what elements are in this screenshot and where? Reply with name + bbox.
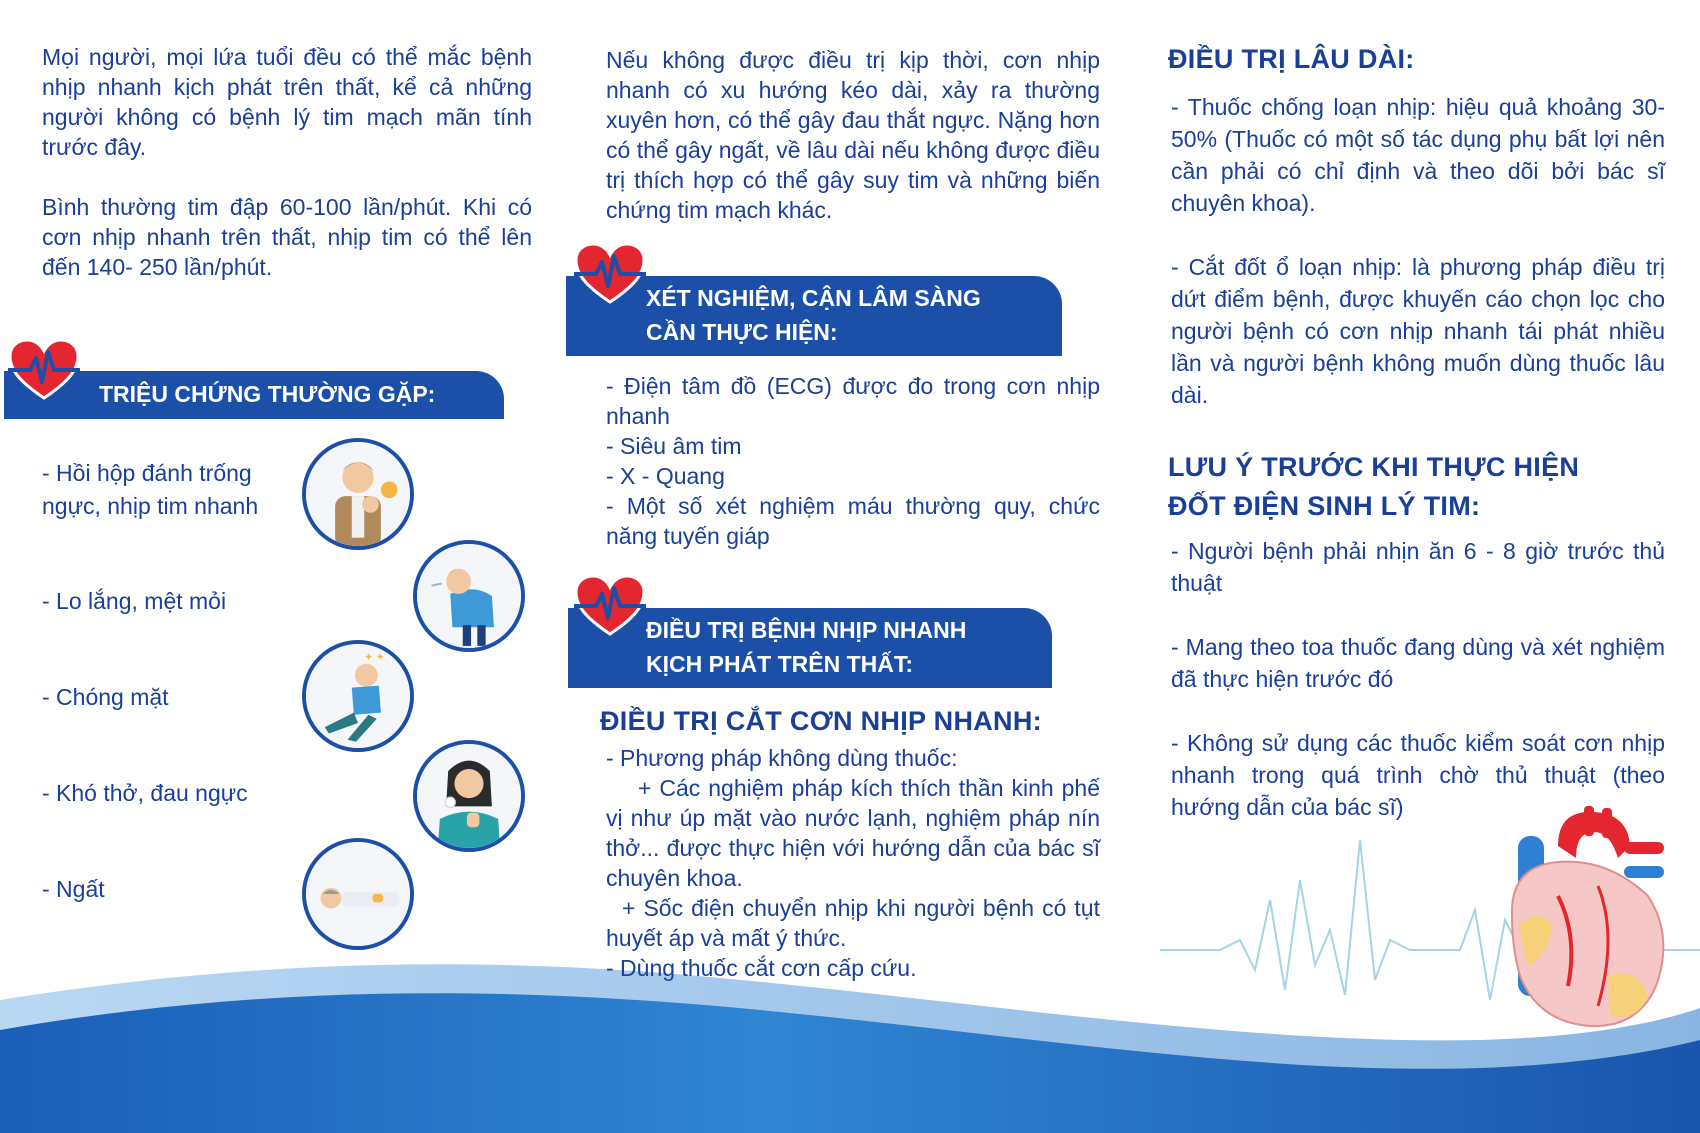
notes-heading-line-2: ĐỐT ĐIỆN SINH LÝ TIM: — [1168, 491, 1481, 521]
acute-item-cardioversion: + Sốc điện chuyển nhịp khi người bệnh có tụt huyết áp và mất ý thức. — [606, 895, 1100, 951]
treatment-heading-line-2: KỊCH PHÁT TRÊN THẤT: — [646, 651, 914, 677]
symptom-item-3: - Chóng mặt — [42, 684, 169, 710]
test-item-ecg: - Điện tâm đồ (ECG) được đo trong cơn nhịp nhanh — [606, 373, 1100, 429]
svg-text:✦ ✦: ✦ ✦ — [364, 652, 385, 664]
dizziness-illustration — [302, 640, 414, 752]
test-item-xray: - X - Quang — [606, 463, 725, 489]
heart-ecg-icon — [572, 242, 648, 306]
longterm-item-ablation: - Cắt đốt ổ loạn nhịp: là phương pháp điều trị dứt điểm bệnh, được khuyến cáo chọn lọc cho người bệnh có cơn nhịp nhanh tái phát nhiều lần và người bệnh không muốn dùng thuốc lâu dài. — [1171, 254, 1665, 408]
tests-heading-line-1: XÉT NGHIỆM, CẬN LÂM SÀNG — [646, 285, 981, 311]
fatigue-illustration — [413, 540, 525, 652]
longterm-list — [1171, 91, 1665, 411]
symptom-item-1-line-2: ngực, nhịp tim nhanh — [42, 493, 259, 519]
intro-block — [42, 42, 532, 282]
symptom-item-1 — [42, 458, 258, 521]
tests-heading-line-2: CẦN THỰC HIỆN: — [646, 319, 838, 345]
intro-paragraph-1: Mọi người, mọi lứa tuổi đều có thể mắc bệnh nhịp nhanh kịch phát trên thất, kể cả những người không có bệnh lý tim mạch mãn tính trước đây. — [42, 44, 532, 160]
test-item-blood: - Một số xét nghiệm máu thường quy, chức năng tuyến giáp — [606, 493, 1100, 549]
acute-item-nondrug: - Phương pháp không dùng thuốc: — [606, 745, 958, 771]
heart-ecg-icon — [6, 338, 82, 402]
test-item-echo: - Siêu âm tim — [606, 433, 742, 459]
anatomical-heart-illustration — [1498, 806, 1674, 1032]
acute-item-vagal: + Các nghiệm pháp kích thích thần kinh phế vị như úp mặt vào nước lạnh, nghiệm pháp nín thở... được thực hiện với hướng dẫn của bác sĩ chuyên khoa. — [606, 775, 1100, 891]
heart-ecg-icon — [572, 574, 648, 638]
acute-treatment-list — [606, 743, 1100, 983]
note-item-prescription: - Mang theo toa thuốc đang dùng và xét nghiệm đã thực hiện trước đó — [1171, 634, 1665, 692]
acute-treatment-heading: ĐIỀU TRỊ CẮT CƠN NHỊP NHANH: — [600, 706, 1042, 736]
tests-list — [606, 371, 1100, 551]
longterm-item-drugs: - Thuốc chống loạn nhịp: hiệu quả khoảng 30-50% (Thuốc có một số tác dụng phụ bất lợi nên cần phải có chỉ định và theo dõi bởi bác sĩ chuyên khoa). — [1171, 94, 1665, 216]
longterm-heading: ĐIỀU TRỊ LÂU DÀI: — [1168, 44, 1415, 74]
notes-list — [1171, 535, 1665, 823]
breathless-illustration — [413, 740, 525, 852]
treatment-heading-line-1: ĐIỀU TRỊ BỆNH NHỊP NHANH — [646, 617, 967, 643]
symptom-item-5: - Ngất — [42, 876, 105, 902]
symptoms-heading: TRIỆU CHỨNG THƯỜNG GẶP: — [99, 381, 436, 407]
symptom-item-1-line-1: - Hồi hộp đánh trống — [42, 460, 252, 486]
acute-item-drugs: - Dùng thuốc cắt cơn cấp cứu. — [606, 955, 917, 981]
complications-block — [606, 45, 1100, 225]
fainting-illustration — [302, 838, 414, 950]
note-item-fasting: - Người bệnh phải nhịn ăn 6 - 8 giờ trước thủ thuật — [1171, 538, 1665, 596]
notes-heading-line-1: LƯU Ý TRƯỚC KHI THỰC HIỆN — [1168, 452, 1580, 482]
intro-paragraph-2: Bình thường tim đập 60-100 lần/phút. Khi có cơn nhịp nhanh trên thất, nhịp tim có thể lên đến 140- 250 lần/phút. — [42, 194, 532, 280]
palpitation-illustration — [302, 438, 414, 550]
symptom-item-4: - Khó thở, đau ngực — [42, 780, 248, 806]
complications-paragraph: Nếu không được điều trị kịp thời, cơn nhịp nhanh có xu hướng kéo dài, xảy ra thường xuyên hơn, có thể gây đau thắt ngực. Nặng hơn có thể gây ngất, về lâu dài nếu không được điều trị thích hợp có thể gây suy tim và những biến chứng tim mạch khác. — [606, 47, 1100, 223]
symptom-item-2: - Lo lắng, mệt mỏi — [42, 588, 227, 614]
note-item-no-drugs: - Không sử dụng các thuốc kiểm soát cơn nhịp nhanh trong quá trình chờ thủ thuật (theo hướng dẫn của bác sĩ) — [1171, 730, 1665, 820]
